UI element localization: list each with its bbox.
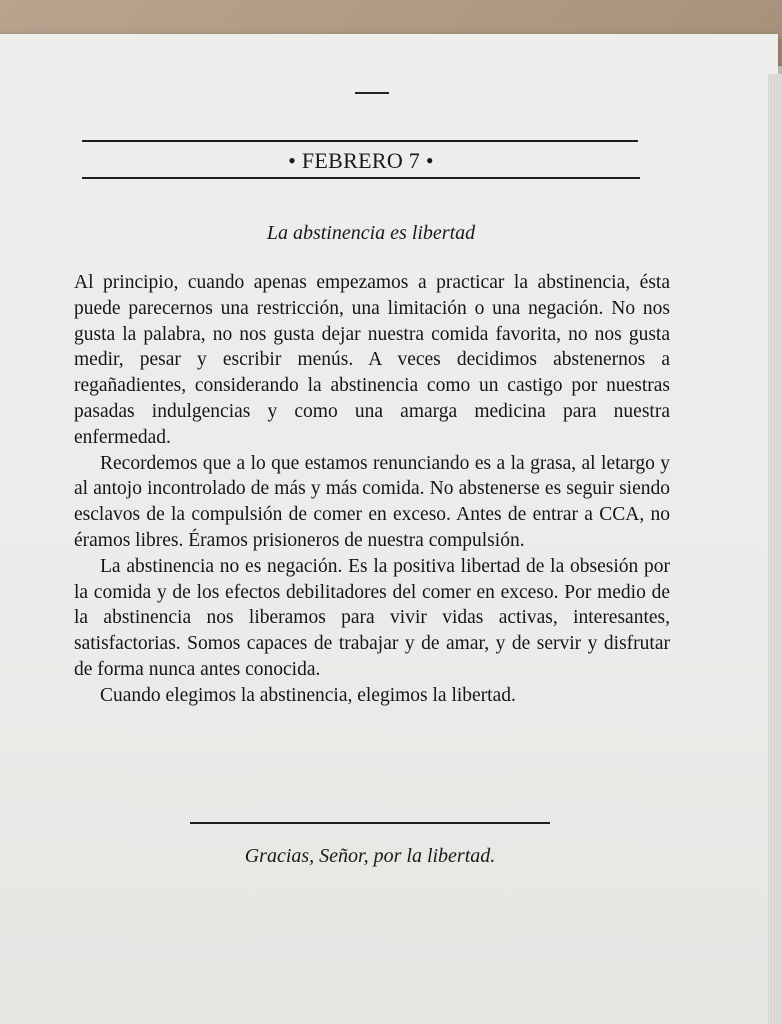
paragraph-1: Al principio, cuando apenas empezamos a practicar la abstinencia, ésta puede parecernos una restricción, una limitación o una negación. No nos gusta la palabra, no nos gusta dejar nuestra comida favorita, no nos gusta medir, pesar y escribir menús. A veces decidimos abstenernos a regañadientes, considerando la abstinencia como un castigo por nuestras pasadas indulgencias y como una amarga medicina para nuestra enfermedad. [74, 272, 670, 448]
closing-prayer: Gracias, Señor, por la libertad. [244, 845, 496, 867]
reading-body [74, 270, 670, 709]
closing-divider [190, 822, 550, 824]
paragraph-2: Recordemos que a lo que estamos renunciando es a la grasa, al letargo y al antojo incontrolado de más y más comida. No abstenerse es seguir siendo esclavos de la compulsión de comer en exceso. Antes de entrar a CCA, no éramos libres. Éramos prisioneros de nuestra compulsión. [74, 452, 670, 551]
page-date-heading: • FEBRERO 7 • [288, 148, 434, 173]
header-rule-top [82, 140, 638, 142]
page-top-mark [355, 92, 389, 94]
paragraph-4: Cuando elegimos la abstinencia, elegimos la libertad. [100, 684, 516, 706]
paragraph-3: La abstinencia no es negación. Es la positiva libertad de la obsesión por la comida y de los efectos debilitadores del comer en exceso. Por medio de la abstinencia nos liberamos para vivir vidas activas, interesantes, satisfactorias. Somos capaces de trabajar y de amar, y de servir y disfrutar de forma nunca antes conocida. [74, 555, 670, 680]
page-edge [768, 74, 782, 1024]
header-rule-bottom [82, 177, 640, 179]
reading-title: La abstinencia es libertad [266, 222, 476, 244]
